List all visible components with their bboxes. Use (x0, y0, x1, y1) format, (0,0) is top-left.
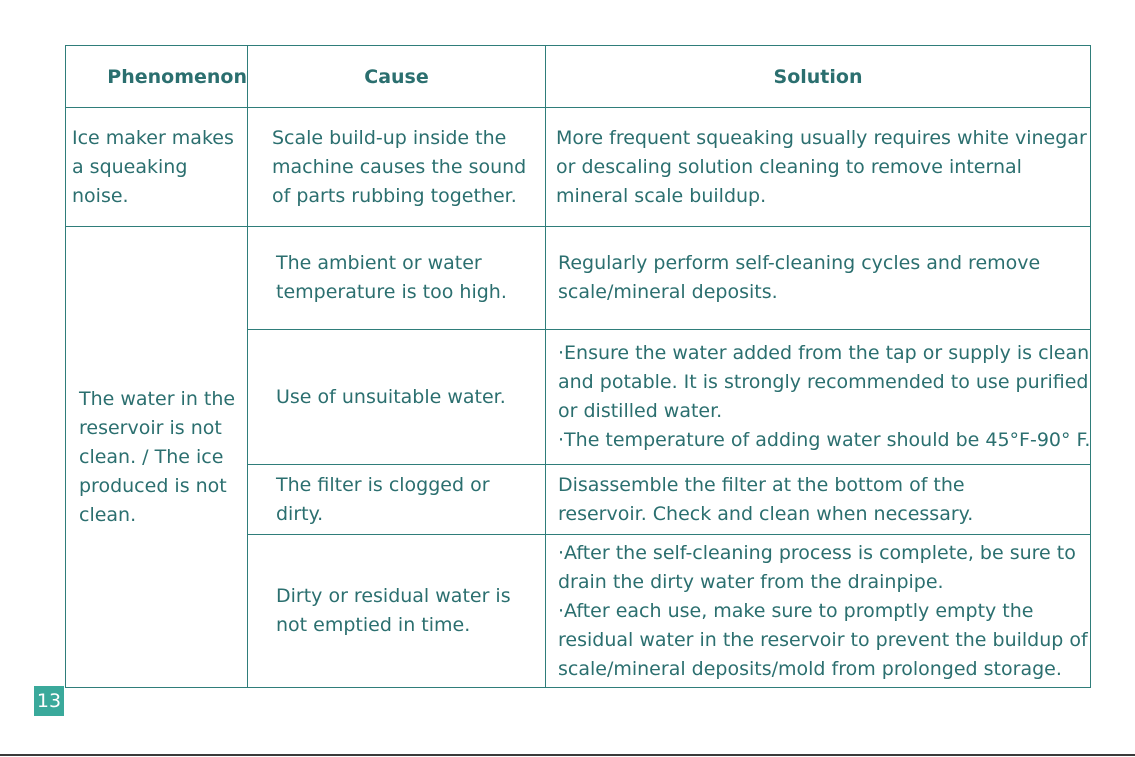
table-row (66, 227, 1091, 330)
footer-divider (0, 754, 1135, 756)
text-line: clean. (79, 503, 137, 526)
text-line: More frequent squeaking usually requires white vinegar (556, 126, 1087, 149)
text-line: The ambient or water (276, 252, 482, 274)
text-line: machine causes the sound (272, 155, 527, 178)
text-line: Use of unsuitable water. (276, 385, 506, 408)
solution-cell (546, 465, 1091, 535)
header-cause: Cause (248, 46, 546, 108)
text-line: scale/mineral deposits/mold from prolonged storage. (558, 657, 1062, 680)
cause-cell (248, 330, 546, 465)
text-line: The filter is clogged or (276, 473, 490, 496)
table-row (66, 108, 1091, 227)
text-line: ·After each use, make sure to promptly empty the (558, 599, 1034, 622)
text-line: Disassemble the filter at the bottom of the (558, 473, 965, 496)
solution-cell (546, 227, 1091, 330)
text-line: mineral scale buildup. (556, 184, 767, 207)
text-line: residual water in the reservoir to prevent the buildup of (558, 628, 1088, 651)
phenomenon-cell (66, 227, 248, 688)
text-line: reservoir is not (79, 416, 222, 439)
cause-cell (248, 227, 546, 330)
header-solution: Solution (546, 46, 1091, 108)
text-line: ·The temperature of adding water should be 45°F-90° F. (558, 429, 1091, 451)
text-line: not emptied in time. (276, 614, 471, 636)
phenomenon-cell (66, 108, 248, 227)
text-line: scale/mineral deposits. (558, 281, 778, 303)
cause-cell (248, 535, 546, 688)
text-line: or distilled water. (558, 400, 723, 422)
text-line: ·After the self-cleaning process is complete, be sure to (558, 541, 1076, 564)
text-line: The water in the (79, 387, 236, 410)
text-line: temperature is too high. (276, 281, 507, 303)
solution-cell (546, 535, 1091, 688)
text-line: clean. / The ice (79, 445, 224, 468)
header-phenomenon: Phenomenon (66, 46, 248, 108)
text-line: of parts rubbing together. (272, 184, 517, 207)
cause-cell (248, 108, 546, 227)
text-line: ·Ensure the water added from the tap or supply is clean (558, 342, 1090, 364)
text-line: or descaling solution cleaning to remove internal (556, 155, 1022, 178)
text-line: reservoir. Check and clean when necessary. (558, 502, 974, 525)
text-line: dirty. (276, 502, 324, 525)
text-line: a squeaking (72, 155, 188, 178)
text-line: noise. (72, 184, 129, 207)
text-line: Scale build-up inside the (272, 126, 507, 149)
page-number-badge: 13 (34, 686, 64, 716)
table-header-row (66, 46, 1091, 108)
troubleshooting-table (65, 45, 1091, 688)
text-line: and potable. It is strongly recommended to use purified (558, 371, 1089, 393)
solution-cell (546, 108, 1091, 227)
solution-cell (546, 330, 1091, 465)
troubleshooting-table-container (65, 45, 1090, 687)
text-line: Dirty or residual water is (276, 585, 511, 607)
text-line: Ice maker makes (72, 126, 234, 149)
cause-cell (248, 465, 546, 535)
text-line: Regularly perform self-cleaning cycles and remove (558, 252, 1041, 274)
text-line: produced is not (79, 474, 227, 497)
text-line: drain the dirty water from the drainpipe. (558, 570, 944, 593)
